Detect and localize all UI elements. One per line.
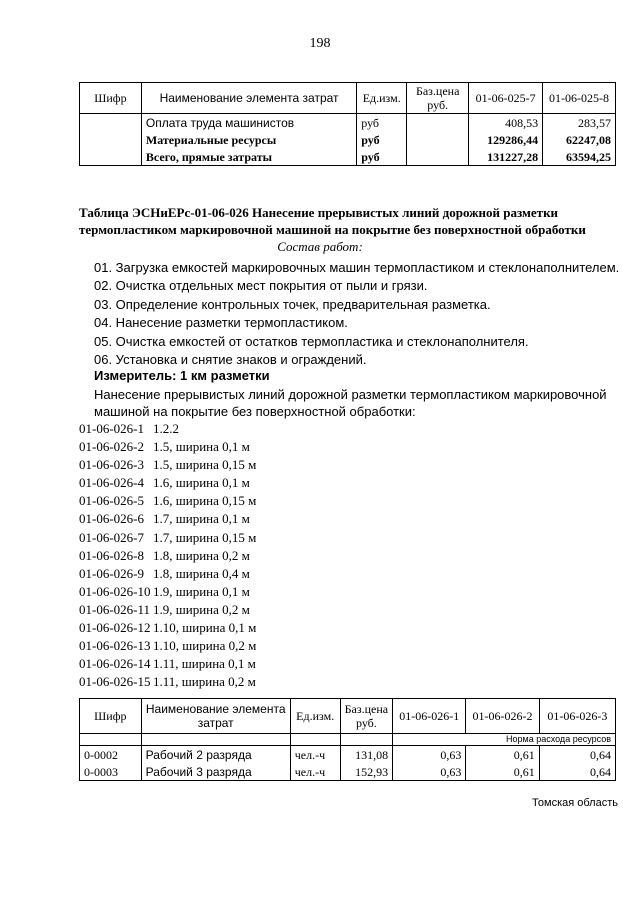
region-footer: Томская область: [532, 797, 618, 809]
code-row: [79, 474, 256, 492]
code-id: 01-06-026-5: [79, 493, 144, 509]
code-row: [79, 510, 256, 528]
works-heading: Состав работ:: [277, 239, 363, 254]
code-row: [79, 547, 256, 565]
row-value-2: 0,61: [466, 763, 539, 781]
code-id: 01-06-026-9: [79, 565, 144, 581]
row-unit: руб: [357, 131, 407, 148]
row-value-3: 0,64: [539, 746, 615, 764]
work-item: 06. Установка и снятие знаков и ограждений.: [94, 352, 367, 368]
header-price: Баз.цена руб.: [340, 699, 392, 734]
code-id: 01-06-026-3: [79, 457, 144, 473]
row-value-1: 0,63: [393, 763, 466, 781]
code-id: 01-06-026-10: [79, 583, 151, 599]
row-name: Всего, прямые затраты: [141, 148, 356, 166]
row-value-2: 0,61: [466, 746, 539, 764]
row-price: 131,08: [340, 746, 392, 764]
work-item: 03. Определение контрольных точек, предварительная разметка.: [94, 296, 491, 312]
row-unit: чел.-ч: [290, 746, 340, 764]
code-id: 01-06-026-13: [79, 638, 151, 654]
header-unit: Ед.изм.: [357, 83, 407, 114]
code-description: 1.7, ширина 0,1 м: [153, 511, 250, 527]
code-id: 01-06-026-2: [79, 439, 144, 455]
code-description: 1.10, ширина 0,2 м: [153, 638, 257, 654]
code-row: [79, 619, 256, 637]
code-id: 01-06-026-14: [79, 656, 151, 672]
row-name: Материальные ресурсы: [141, 131, 356, 148]
code-row: [79, 673, 256, 691]
code-list: [79, 420, 256, 691]
code-row: [79, 492, 256, 510]
top-cost-table: [79, 82, 616, 166]
code-row: [79, 529, 256, 547]
norm-label: Норма расхода ресурсов: [393, 734, 616, 746]
row-name: Рабочий 2 разряда: [141, 746, 290, 764]
table-row: [80, 763, 616, 781]
header-code: Шифр: [80, 699, 142, 734]
header-col-1: 01-06-025-7: [469, 83, 543, 114]
code-row: [79, 565, 256, 583]
row-code: 0-0003: [80, 763, 142, 781]
code-description: 1.8, ширина 0,4 м: [153, 565, 250, 581]
row-value-2: 62247,08: [543, 131, 616, 148]
row-unit: руб: [357, 148, 407, 166]
row-price: [407, 114, 469, 132]
row-unit: руб: [357, 114, 407, 132]
table-row: [80, 131, 616, 148]
code-description: 1.11, ширина 0,1 м: [153, 656, 256, 672]
works-list: [94, 259, 619, 369]
code-row: [79, 583, 256, 601]
resource-table: [79, 698, 616, 781]
code-description: 1.9, ширина 0,1 м: [153, 583, 250, 599]
code-row: [79, 456, 256, 474]
code-description: 1.5, ширина 0,15 м: [153, 457, 257, 473]
table-row: [80, 114, 616, 132]
code-id: 01-06-026-4: [79, 475, 144, 491]
code-description: 1.9, ширина 0,2 м: [153, 601, 250, 617]
code-row: [79, 438, 256, 456]
code-row: [79, 601, 256, 619]
row-value-1: 131227,28: [469, 148, 543, 166]
code-id: 01-06-026-6: [79, 511, 144, 527]
header-name: Наименование элемента затрат: [141, 699, 290, 734]
row-price: [407, 148, 469, 166]
row-value-1: 0,63: [393, 746, 466, 764]
code-description: 1.10, ширина 0,1 м: [153, 620, 257, 636]
code-description: 1.7, ширина 0,15 м: [153, 529, 257, 545]
row-value-2: 63594,25: [543, 148, 616, 166]
row-value-3: 0,64: [539, 763, 615, 781]
work-item: 04. Нанесение разметки термопластиком.: [94, 315, 348, 331]
row-value-1: 408,53: [469, 114, 543, 132]
row-price: 152,93: [340, 763, 392, 781]
work-item: 05. Очистка емкостей от остатков термопластика и стеклонаполнителя.: [94, 333, 529, 349]
code-description: 1.2.2: [153, 421, 179, 436]
work-item: 02. Очистка отдельных мест покрытия от пыли и грязи.: [94, 278, 428, 294]
code-row: [79, 637, 256, 655]
table-row: [80, 746, 616, 764]
code-description: 1.11, ширина 0,2 м: [153, 674, 256, 690]
code-id: 01-06-026-12: [79, 620, 151, 636]
code-description: 1.6, ширина 0,1 м: [153, 475, 250, 491]
header-col-2: 01-06-025-8: [543, 83, 616, 114]
code-id: 01-06-026-1: [79, 421, 144, 436]
row-value-1: 129286,44: [469, 131, 543, 148]
code-description: 1.8, ширина 0,2 м: [153, 547, 250, 563]
meter-unit: Измеритель: 1 км разметки: [94, 368, 270, 383]
table-row: [80, 148, 616, 166]
row-name: Рабочий 3 разряда: [141, 763, 290, 781]
row-value-2: 283,57: [543, 114, 616, 132]
header-col-3: 01-06-026-3: [539, 699, 615, 734]
code-id: 01-06-026-8: [79, 547, 144, 563]
header-name: Наименование элемента затрат: [141, 83, 356, 114]
row-unit: чел.-ч: [290, 763, 340, 781]
code-description: 1.5, ширина 0,1 м: [153, 439, 250, 455]
header-col-1: 01-06-026-1: [393, 699, 466, 734]
page-number: 198: [309, 36, 331, 51]
code-id: 01-06-026-15: [79, 674, 151, 690]
header-unit: Ед.изм.: [290, 699, 340, 734]
code-id: 01-06-026-7: [79, 529, 144, 545]
code-description: 1.6, ширина 0,15 м: [153, 493, 257, 509]
row-code: 0-0002: [80, 746, 142, 764]
row-price: [407, 131, 469, 148]
work-description: Нанесение прерывистых линий дорожной разметки термопластиком маркировочной машиной на покрытие без поверхностной обработки:: [94, 387, 607, 419]
table-title: Таблица ЭСНиЕРс-01-06-026 Нанесение прерывистых линий дорожной разметки термопластиком маркировочной машиной на покрытие без поверхностной обработки: [79, 205, 586, 237]
code-row: [79, 655, 256, 673]
work-item: 01. Загрузка емкостей маркировочных машин термопластиком и стеклонаполнителем.: [94, 260, 620, 275]
row-name: Оплата труда машинистов: [141, 114, 356, 132]
header-price: Баз.цена руб.: [407, 83, 469, 114]
code-row: [79, 420, 256, 438]
header-col-2: 01-06-026-2: [466, 699, 539, 734]
code-id: 01-06-026-11: [79, 601, 151, 617]
header-code: Шифр: [80, 83, 142, 114]
